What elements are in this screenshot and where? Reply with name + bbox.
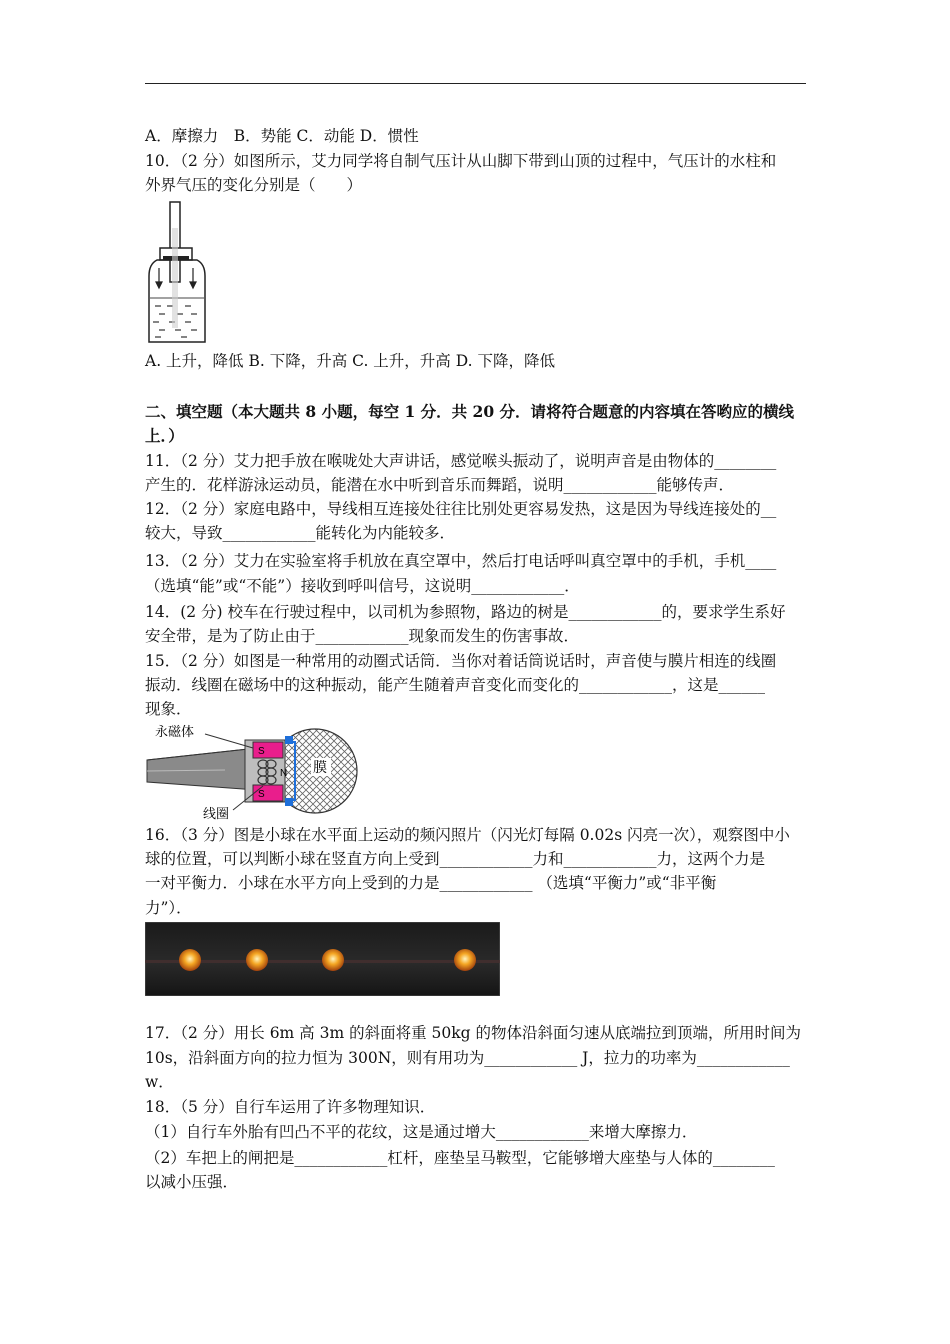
- q18-line4: 以减小压强．: [145, 1173, 239, 1191]
- q18-line2: （1）自行车外胎有凹凸不平的花纹，这是通过增大____________来增大摩擦力．: [145, 1123, 698, 1141]
- ball-3: [322, 949, 344, 971]
- q16-line1: 16．（3 分）图是小球在水平面上运动的频闪照片（闪光灯每隔 0.02s 闪亮一次），观察图中小: [145, 826, 790, 844]
- q17-line2: 10s，沿斜面方向的拉力恒为 300N，则有用功为____________ J，拉力的功率为____________: [145, 1049, 790, 1067]
- q16-line3: 一对平衡力．小球在水平方向上受到的力是____________ （选填“平衡力”或“非平衡: [145, 874, 717, 892]
- q17-line3: w．: [145, 1073, 174, 1091]
- q14-line2: 安全带，是为了防止由于____________现象而发生的伤害事故．: [145, 627, 580, 645]
- q11-line1: 11．（2 分）艾力把手放在喉咙处大声讲话，感觉喉头振动了，说明声音是由物体的________: [145, 452, 777, 470]
- q16-line2: 球的位置，可以判断小球在竖直方向上受到____________力和____________力，这两个力是: [145, 850, 766, 868]
- q12-line1: 12．（2 分）家庭电路中，导线相互连接处往往比别处更容易发热，这是因为导线连接处的__: [145, 500, 777, 518]
- q11-line2: 产生的．花样游泳运动员，能潜在水中听到音乐而舞蹈，说明____________能够传声．: [145, 476, 735, 494]
- membrane-label: 膜: [313, 760, 327, 776]
- q15-line3: 现象．: [145, 700, 192, 718]
- q18-line1: 18．（5 分）自行车运用了许多物理知识．: [145, 1098, 436, 1116]
- q14-line1: 14．(2 分) 校车在行驶过程中，以司机为参照物，路边的树是____________的，要求学生系好: [145, 603, 786, 621]
- section2-heading: 二、填空题（本大题共 8 小题，每空 1 分．共 20 分．请将符合题意的内容填在答哟应的横线: [145, 402, 795, 421]
- magnet-s-top: S: [258, 746, 265, 757]
- ball-4: [454, 949, 476, 971]
- q10-stem-cont: 外界气压的变化分别是（ ）: [145, 176, 363, 194]
- q13-line2: （选填“能”或“不能”）接收到呼叫信号，这说明____________．: [145, 577, 580, 595]
- microphone-figure: [145, 720, 365, 820]
- q12-line2: 较大，导致____________能转化为内能较多．: [145, 524, 456, 542]
- magnet-label: 永磁体: [155, 725, 195, 740]
- header-rule: [145, 83, 806, 84]
- coil-label: 线圈: [203, 807, 230, 820]
- q15-line1: 15．（2 分）如图是一种常用的动圈式话筒．当你对着话筒说话时，声音使与膜片相连的线圈: [145, 652, 777, 670]
- barometer-figure: [145, 198, 220, 348]
- q10-options: A. 上升，降低 B. 下降，升高 C. 上升，升高 D. 下降，降低: [145, 352, 555, 370]
- section2-heading-cont: 上．）: [145, 426, 184, 445]
- q10-stem: 10．（2 分）如图所示，艾力同学将自制气压计从山脚下带到山顶的过程中，气压计的水柱和: [145, 152, 777, 170]
- q15-line2: 振动．线圈在磁场中的这种振动，能产生随着声音变化而变化的____________，这是______: [145, 676, 766, 694]
- q16-line4: 力”）．: [145, 899, 192, 917]
- q18-line3: （2）车把上的闸把是____________杠杆，座垫呈马鞍型，它能够增大座垫与人体的________: [145, 1149, 775, 1167]
- magnet-s-bottom: S: [258, 789, 265, 800]
- q13-line1: 13．（2 分）艾力在实验室将手机放在真空罩中，然后打电话呼叫真空罩中的手机，手机____: [145, 552, 777, 570]
- strobe-photo: [145, 922, 500, 996]
- magnet-n: N: [280, 768, 288, 779]
- q17-line1: 17．（2 分）用长 6m 高 3m 的斜面将重 50kg 的物体沿斜面匀速从底端拉到顶端，所用时间为: [145, 1024, 801, 1042]
- ball-1: [179, 949, 201, 971]
- ball-2: [246, 949, 268, 971]
- q9-options: A．摩擦力 B．势能 C．动能 D．惯性: [145, 127, 419, 145]
